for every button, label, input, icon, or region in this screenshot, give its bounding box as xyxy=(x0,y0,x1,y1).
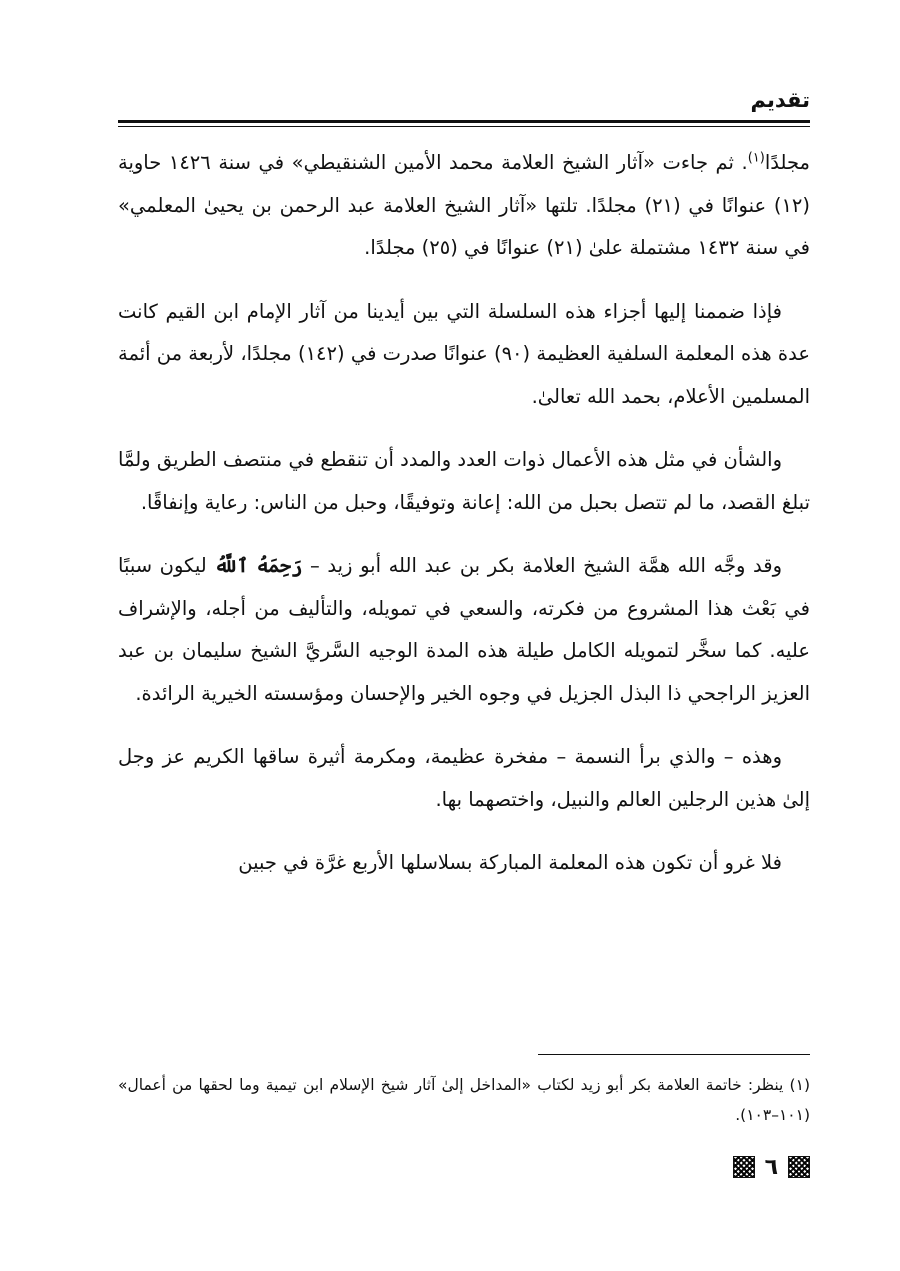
ornament-icon xyxy=(788,1156,810,1178)
paragraph-text: وقد وجَّه الله همَّة الشيخ العلامة بكر بن عبد الله أبو زيد – xyxy=(302,554,782,577)
paragraph-text: مجلدًا xyxy=(764,151,811,174)
footnotes xyxy=(118,1070,810,1130)
paragraph-text: . ثم جاءت «آثار الشيخ العلامة محمد الأمين الشنقيطي» في سنة ١٤٢٦ حاوية (١٢) عنوانًا في (٢١) مجلدًا. تلتها «آثار الشيخ العلامة عبد الرحمن بن يحيىٰ المعلمي» في سنة ١٤٣٢ مشتملة علىٰ (٢١) عنوانًا في (٢٥) مجلدًا. xyxy=(118,151,811,259)
header-rule-thick xyxy=(118,120,810,123)
honorific-glyph: رَحِمَهُ ٱللَّهُ xyxy=(214,554,303,577)
paragraph xyxy=(118,142,810,270)
footnote-separator xyxy=(538,1054,810,1055)
page-footer xyxy=(733,1154,810,1180)
paragraph: والشأن في مثل هذه الأعمال ذوات العدد والمدد أن تنقطع في منتصف الطريق ولمَّا تبلغ القصد، ما لم تتصل بحبل من الله: إعانة وتوفيقًا، وحبل من الناس: رعاية وإنفاقًا. xyxy=(118,448,810,514)
header-rule-thin xyxy=(118,126,810,127)
paragraph xyxy=(118,545,810,715)
paragraph: وهذه – والذي برأ النسمة – مفخرة عظيمة، ومكرمة أثيرة ساقها الكريم عز وجل إلىٰ هذين الرجلين العالم والنبيل، واختصهما بها. xyxy=(118,745,810,811)
header-title: تقديم xyxy=(750,88,810,112)
page-number: ٦ xyxy=(764,1154,778,1180)
book-page xyxy=(118,82,810,1192)
paragraph: فلا غرو أن تكون هذه المعلمة المباركة بسلاسلها الأربع غرَّة في جبين xyxy=(238,851,782,874)
footnote-reference[interactable]: (١) xyxy=(747,150,765,166)
body-text xyxy=(118,142,810,885)
running-header xyxy=(118,82,810,122)
paragraph: فإذا ضممنا إليها أجزاء هذه السلسلة التي بين أيدينا من آثار الإمام ابن القيم كانت عدة هذه المعلمة السلفية العظيمة (٩٠) عنوانًا صدرت في (١٤٢) مجلدًا، لأربعة من أئمة المسلمين الأعلام، بحمد الله تعالىٰ. xyxy=(118,299,811,408)
ornament-icon xyxy=(733,1156,755,1178)
footnote: (١) ينظر: خاتمة العلامة بكر أبو زيد لكتاب «المداخل إلىٰ آثار شيخ الإسلام ابن تيمية وما لحقها من أعمال» (١٠١–١٠٣). xyxy=(118,1076,810,1124)
paragraph-text: ليكون سببًا في بَعْث هذا المشروع من فكرته، والسعي في تمويله، والتأليف من أجله، والإشراف عليه. كما سخَّر لتمويله الكامل طيلة هذه المدة الوجيه السَّريَّ الشيخ سليمان بن عبد العزيز الراجحي ذا البذل الجزيل في وجوه الخير والإحسان ومؤسسته الخيرية الرائدة. xyxy=(118,554,810,705)
